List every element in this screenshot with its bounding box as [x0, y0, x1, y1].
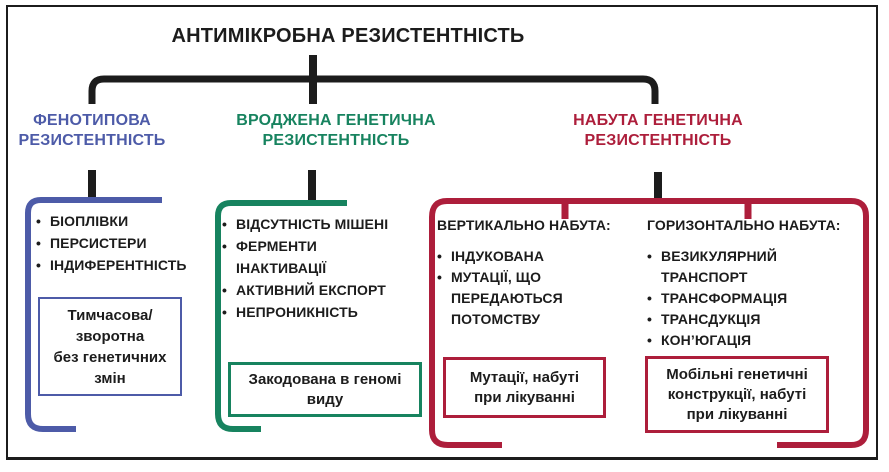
- bullet-icon: •: [437, 248, 443, 264]
- phenotypic-callout-box: [38, 297, 182, 396]
- list-item: [647, 309, 837, 330]
- list-item: [36, 254, 208, 276]
- list-item: [437, 267, 617, 330]
- list-item: [36, 232, 208, 254]
- bullet-icon: •: [36, 235, 42, 251]
- diagram-title: АНТИМІКРОБНА РЕЗИСТЕНТНІСТЬ: [171, 25, 525, 47]
- bullet-icon: •: [437, 269, 443, 285]
- callout-line: при лікуванні: [686, 405, 788, 423]
- callout-line: виду: [306, 390, 344, 408]
- horizontal-callout-box: [645, 356, 829, 433]
- heading-line: РЕЗИСТЕНТНІСТЬ: [18, 132, 166, 149]
- branch-heading-innate: [225, 111, 447, 151]
- list-item-line: ПЕРСИСТЕРИ: [50, 235, 147, 251]
- list-item: [222, 301, 412, 323]
- bullet-icon: •: [647, 248, 653, 264]
- bullet-icon: •: [222, 304, 228, 320]
- list-item: [647, 246, 837, 288]
- list-item-line: ПОТОМСТВУ: [451, 311, 541, 327]
- list-item-line: ФЕРМЕНТИ: [236, 238, 317, 254]
- heading-line: НАБУТА ГЕНЕТИЧНА: [573, 112, 743, 129]
- callout-line: конструкції, набуті: [667, 385, 807, 403]
- list-item: [222, 235, 412, 279]
- callout-line: Закодована в геномі: [248, 370, 402, 388]
- heading-line: РЕЗИСТЕНТНІСТЬ: [262, 132, 410, 149]
- list-item-line: КОН’ЮГАЦІЯ: [661, 332, 752, 348]
- bullet-icon: •: [647, 332, 653, 348]
- list-item: [222, 279, 412, 301]
- callout-line: Мобільні генетичні: [666, 365, 808, 383]
- list-item-line: НЕПРОНИКНІСТЬ: [236, 304, 358, 320]
- heading-line: РЕЗИСТЕНТНІСТЬ: [584, 132, 732, 149]
- root-bracket: [92, 79, 655, 104]
- callout-line: без генетичних: [53, 348, 167, 366]
- branch-heading-acquired: [556, 111, 760, 151]
- vertical-column-header: ВЕРТИКАЛЬНО НАБУТА:: [437, 217, 611, 233]
- bullet-icon: •: [222, 282, 228, 298]
- list-item-line: ПЕРЕДАЮТЬСЯ: [451, 290, 563, 306]
- innate-list: [222, 213, 412, 323]
- list-item: [647, 330, 837, 351]
- list-item-line: ВЕЗИКУЛЯРНИЙ: [661, 248, 778, 264]
- bullet-icon: •: [36, 213, 42, 229]
- list-item-line: БІОПЛІВКИ: [50, 213, 129, 229]
- list-item-line: ІНАКТИВАЦІЇ: [236, 260, 327, 276]
- heading-line: ФЕНОТИПОВА: [33, 112, 151, 129]
- innate-callout-box: [228, 362, 422, 417]
- list-item-line: ІНДУКОВАНА: [451, 248, 545, 264]
- bullet-icon: •: [36, 257, 42, 273]
- list-item-line: АКТИВНИЙ ЕКСПОРТ: [236, 282, 386, 298]
- list-item: [647, 288, 837, 309]
- bullet-icon: •: [647, 290, 653, 306]
- list-item-line: ТРАНСФОРМАЦІЯ: [661, 290, 788, 306]
- horizontal-list: [647, 246, 837, 351]
- bullet-icon: •: [222, 216, 228, 232]
- bullet-icon: •: [222, 238, 228, 254]
- list-item-line: ІНДИФЕРЕНТНІСТЬ: [50, 257, 187, 273]
- horizontal-column-header: ГОРИЗОНТАЛЬНО НАБУТА:: [647, 217, 841, 233]
- list-item-line: ТРАНСПОРТ: [661, 269, 748, 285]
- bullet-icon: •: [647, 311, 653, 327]
- list-item-line: ВІДСУТНІСТЬ МІШЕНІ: [236, 216, 389, 232]
- callout-line: Мутації, набуті: [469, 368, 580, 386]
- list-item: [36, 210, 208, 232]
- callout-line: Тимчасова/: [67, 306, 153, 324]
- phenotypic-list: [36, 210, 208, 276]
- list-item: [437, 246, 617, 267]
- list-item-line: МУТАЦІЇ, ЩО: [451, 269, 542, 285]
- heading-line: ВРОДЖЕНА ГЕНЕТИЧНА: [236, 112, 436, 129]
- vertical-list: [437, 246, 617, 330]
- vertical-callout-box: [443, 357, 606, 418]
- callout-line: при лікуванні: [474, 388, 575, 406]
- list-item: [222, 213, 412, 235]
- callout-line: змін: [94, 369, 126, 387]
- list-item-line: ТРАНСДУКЦІЯ: [661, 311, 761, 327]
- callout-line: зворотна: [75, 327, 145, 345]
- branch-heading-phenotypic: [8, 111, 176, 151]
